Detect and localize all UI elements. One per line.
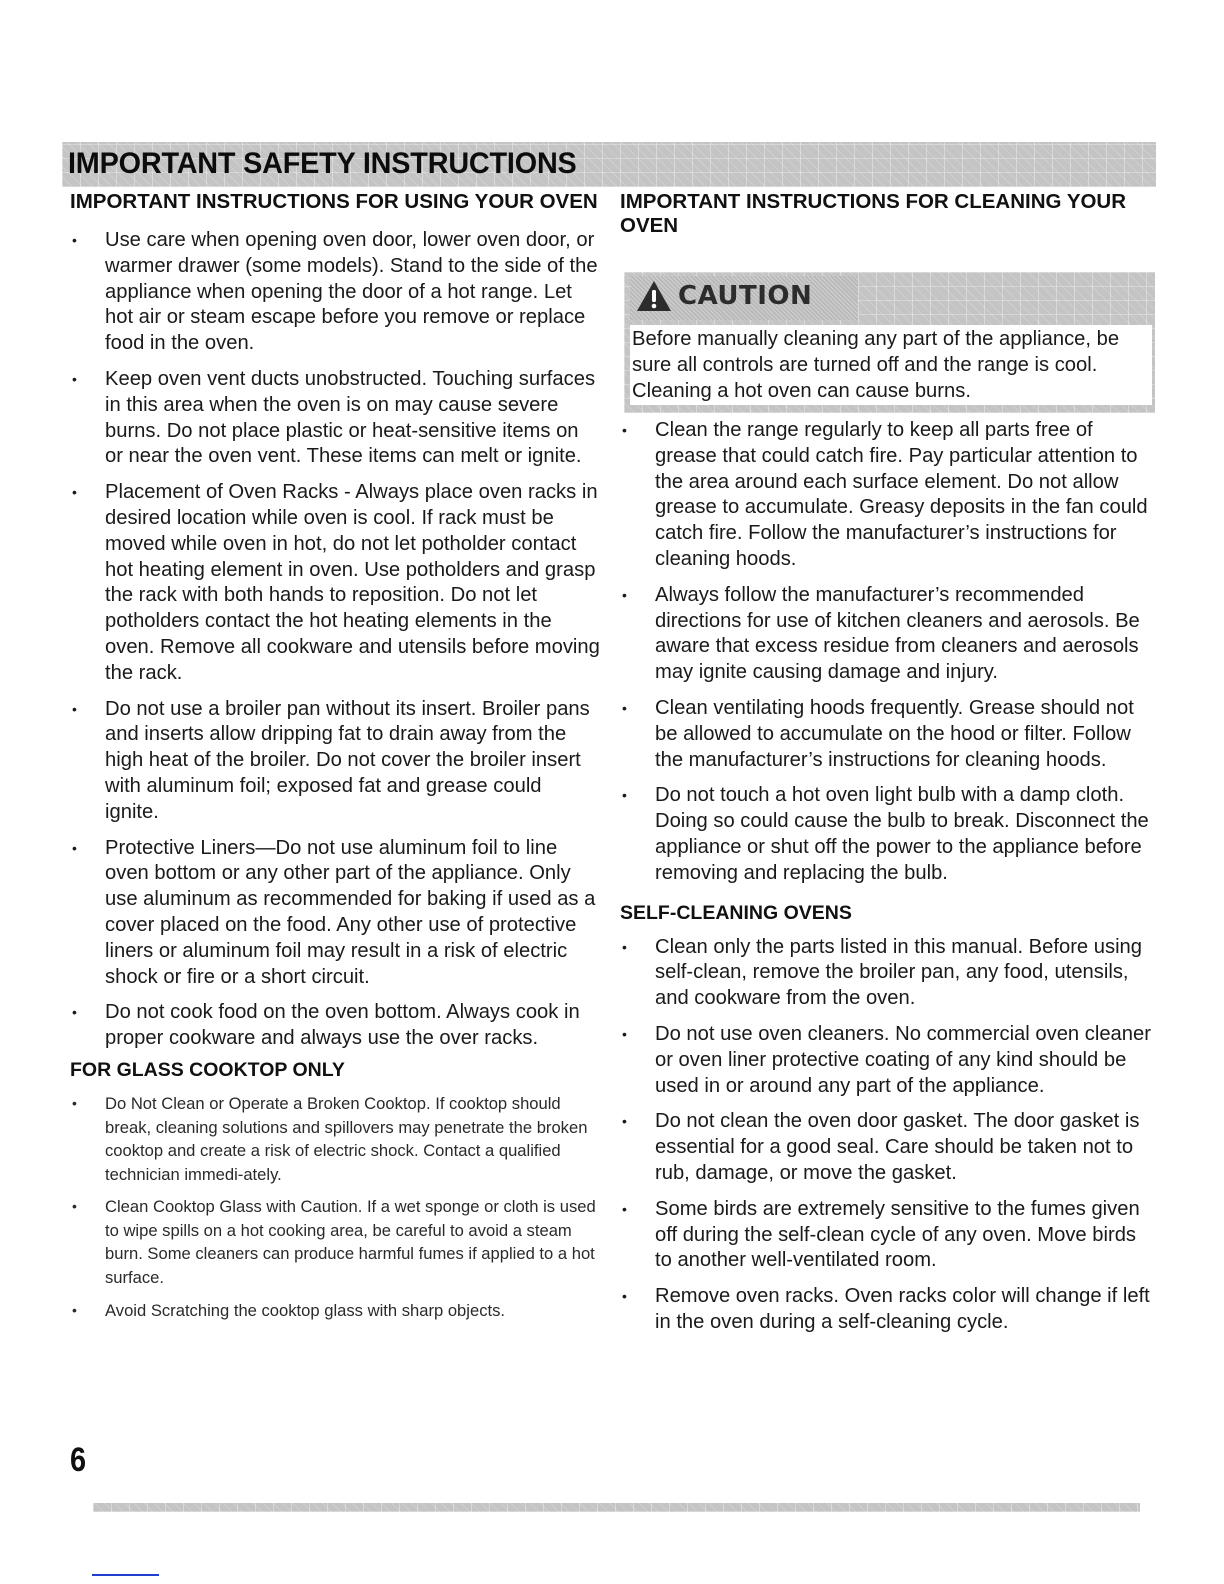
list-item: • Remove oven racks. Oven racks color will change if left in the oven during a self-cleaning cycle. — [622, 1285, 1150, 1333]
right-column — [620, 418, 1155, 1336]
page-title: IMPORTANT SAFETY INSTRUCTIONS — [68, 147, 577, 180]
self-cleaning-list — [620, 935, 1155, 1336]
page-banner — [62, 142, 1156, 187]
bullet-icon: • — [622, 422, 627, 438]
list-item: • Placement of Oven Racks - Always place oven racks in desired location while oven is cool. If rack must be moved while oven in hot, do not let potholder contact hot heating element in oven. Use potholders and grasp the rack with both hands to reposition. Do not let potholders contact the hot heating elements in the oven. Remove all cookware and utensils before moving the rack. — [72, 481, 600, 684]
page-number: 6 — [70, 1441, 87, 1479]
bullet-icon: • — [72, 839, 77, 856]
bullet-icon: • — [622, 1288, 627, 1305]
section-heading-using-oven: IMPORTANT INSTRUCTIONS FOR USING YOUR OVEN — [70, 190, 598, 213]
list-item: • Clean Cooktop Glass with Caution. If a wet sponge or cloth is used to wipe spills on a hot cooking area, be careful to avoid a steam burn. Some cleaners can produce harmful fumes if applied to a hot surface. — [72, 1197, 596, 1288]
caution-label — [636, 280, 812, 312]
list-item: • Avoid Scratching the cooktop glass with sharp objects. — [70, 1299, 600, 1323]
section-heading-cleaning-oven: IMPORTANT INSTRUCTIONS FOR CLEANING YOUR OVEN — [620, 190, 1127, 237]
footer-rule — [93, 1503, 1140, 1512]
bullet-icon: • — [72, 1198, 77, 1215]
list-item: • Clean ventilating hoods frequently. Grease should not be allowed to accumulate on the hood or filter. Follow the manufacturer’s instructions for cleaning hoods. — [622, 696, 1134, 771]
using-oven-list — [70, 228, 600, 1052]
list-item: • Do not use oven cleaners. No commercial oven cleaner or oven liner protective coating of any kind should be used in or around any part of the appliance. — [622, 1022, 1151, 1097]
bullet-icon: • — [622, 1200, 627, 1217]
warning-triangle-icon — [636, 280, 672, 312]
list-item: • Clean the range regularly to keep all parts free of grease that could catch fire. Pay particular attention to the area around each surface element. Do not allow grease to accumulate. Greasy deposits in the fan could catch fire. Follow the manufacturer’s instructions for cleaning hoods. — [622, 419, 1148, 570]
list-item: • Clean only the parts listed in this manual. Before using self-clean, remove the broiler pan, any food, utensils, and cookware from the oven. — [622, 935, 1143, 1010]
section-heading-glass-cooktop: FOR GLASS COOKTOP ONLY — [70, 1058, 345, 1081]
cleaning-oven-list — [620, 418, 1155, 887]
list-item: • Keep oven vent ducts unobstructed. Touching surfaces in this area when the oven is on may cause severe burns. Do not place plastic or heat-sensitive items on or near the oven vent. These items can melt or ignite. — [72, 367, 596, 468]
right-column-header — [620, 190, 1155, 238]
link-underline[interactable] — [92, 1574, 159, 1576]
list-item: • Do not touch a hot oven light bulb with a damp cloth. Doing so could cause the bulb to break. Disconnect the appliance or shut off the power to the appliance before removing and replacing the bulb. — [622, 784, 1149, 884]
bullet-icon: • — [622, 938, 627, 955]
list-item: • Do not clean the oven door gasket. The door gasket is essential for a good seal. Care should be taken not to rub, damage, or move the gasket. — [622, 1110, 1140, 1184]
list-item: • Always follow the manufacturer’s recommended directions for use of kitchen cleaners and aerosols. Be aware that excess residue from cleaners and aerosols may ignite causing damage and injury. — [622, 583, 1140, 684]
list-item: • Some birds are extremely sensitive to the fumes given off during the self-clean cycle of any oven. Move birds to another well-ventilated room. — [622, 1197, 1140, 1272]
list-item: • Do Not Clean or Operate a Broken Cooktop. If cooktop should break, cleaning solutions and spillovers may penetrate the broken cooktop and create a risk of electric shock. Contact a qualified technician immedi-ately. — [72, 1093, 588, 1184]
caution-label-text: CAUTION — [678, 281, 813, 311]
bullet-icon: • — [72, 1004, 77, 1021]
bullet-icon: • — [622, 787, 627, 804]
glass-cooktop-list — [70, 1092, 600, 1322]
left-column — [70, 190, 600, 1322]
section-heading-self-cleaning: SELF-CLEANING OVENS — [620, 901, 852, 924]
list-item: • Protective Liners—Do not use aluminum foil to line oven bottom or any other part of the appliance. Only use aluminum as recommended for baking if used as a cover placed on the food. Any other use of protective liners or aluminum foil may result in a risk of electric shock or fire or a short circuit. — [72, 836, 596, 988]
bullet-icon: • — [622, 1113, 627, 1130]
list-item: • Do not use a broiler pan without its insert. Broiler pans and inserts allow dripping fat to drain away from the high heat of the broiler. Do not cover the broiler insert with aluminum foil; exposed fat and grease could ignite. — [72, 697, 590, 823]
bullet-icon: • — [72, 1094, 77, 1111]
caution-box — [624, 272, 1155, 413]
caution-text: Before manually cleaning any part of the appliance, be sure all controls are turned off and the range is cool. Cleaning a hot oven can cause burns. — [630, 325, 1152, 405]
bullet-icon: • — [72, 370, 77, 387]
bullet-icon: • — [72, 1301, 77, 1318]
bullet-icon: • — [622, 586, 627, 603]
list-item: • Do not cook food on the oven bottom. Always cook in proper cookware and always use the over racks. — [72, 1001, 580, 1050]
bullet-icon: • — [72, 484, 77, 501]
bullet-icon: • — [622, 699, 627, 716]
bullet-icon: • — [72, 232, 77, 248]
list-item: • Use care when opening oven door, lower oven door, or warmer drawer (some models). Stand to the side of the appliance when opening the door of a hot range. Let hot air or steam escape before you remove or replace food in the oven. — [72, 229, 598, 355]
bullet-icon: • — [72, 700, 77, 717]
bullet-icon: • — [622, 1025, 627, 1042]
